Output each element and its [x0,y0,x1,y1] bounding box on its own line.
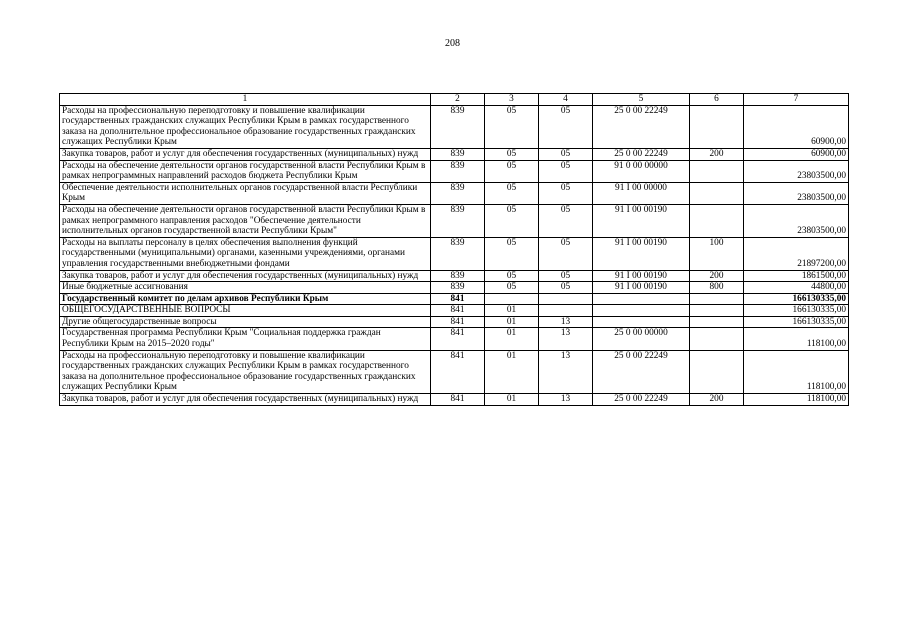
section-code-cell: 05 [485,105,539,148]
target-item-cell: 91 I 00 00190 [593,282,690,294]
section-code-cell: 05 [485,237,539,270]
expense-type-cell: 200 [690,394,744,406]
table-row [60,328,849,350]
amount-cell: 166130335,00 [744,316,849,328]
expense-name-cell: Расходы на обеспечение деятельности органов государственной власти Республики Крым в рамках непрограммных направлений расходов бюджета Республики Крым [60,160,431,182]
table-row [60,270,849,282]
expense-type-cell [690,316,744,328]
subsection-code-cell: 05 [539,270,593,282]
amount-cell: 23803500,00 [744,182,849,204]
expense-type-cell: 200 [690,270,744,282]
subsection-code-cell: 05 [539,282,593,294]
subsection-code-cell: 13 [539,328,593,350]
expense-name-cell: Расходы на обеспечение деятельности органов государственной власти Республики Крым в рамках непрограммного направления расходов "Обеспечение деятельности исполнительных органов государственной власти Республики Крым" [60,204,431,237]
table-row [60,237,849,270]
amount-cell: 118100,00 [744,328,849,350]
department-code-cell: 839 [431,160,485,182]
section-code-cell: 05 [485,182,539,204]
department-code-cell: 841 [431,350,485,393]
table-row [60,105,849,148]
table-row [60,316,849,328]
expense-name-cell: Закупка товаров, работ и услуг для обеспечения государственных (муниципальных) нужд [60,394,431,406]
department-code-cell: 839 [431,182,485,204]
page-number: 208 [445,38,460,49]
section-code-cell: 01 [485,350,539,393]
section-code-cell [485,293,539,305]
target-item-cell [593,305,690,317]
expense-type-cell [690,105,744,148]
department-code-cell: 839 [431,237,485,270]
section-code-cell: 05 [485,148,539,160]
table-row [60,148,849,160]
section-code-cell: 01 [485,328,539,350]
expense-type-cell [690,204,744,237]
department-code-cell: 841 [431,293,485,305]
budget-table [59,93,849,406]
expense-type-cell [690,160,744,182]
department-code-cell: 841 [431,328,485,350]
subsection-code-cell: 13 [539,350,593,393]
subsection-code-cell [539,305,593,317]
header-cell-4: 4 [539,94,593,106]
table-row [60,305,849,317]
target-item-cell: 91 I 00 00000 [593,182,690,204]
subsection-code-cell: 05 [539,204,593,237]
expense-name-cell: Другие общегосударственные вопросы [60,316,431,328]
header-cell-6: 6 [690,94,744,106]
table-row [60,350,849,393]
department-code-cell: 839 [431,105,485,148]
target-item-cell: 91 I 00 00190 [593,237,690,270]
section-code-cell: 05 [485,270,539,282]
expense-name-cell: Закупка товаров, работ и услуг для обеспечения государственных (муниципальных) нужд [60,270,431,282]
target-item-cell: 91 I 00 00190 [593,270,690,282]
expense-name-cell: Обеспечение деятельности исполнительных органов государственной власти Республики Крым [60,182,431,204]
table-row [60,293,849,305]
subsection-code-cell: 13 [539,316,593,328]
table-body [60,94,849,406]
expense-name-cell: Расходы на профессиональную переподготовку и повышение квалификации государственных гражданских служащих Республики Крым в рамках государственного заказа на дополнительное профессиональное образование государственных гражданских служащих Республики Крым [60,105,431,148]
expense-type-cell: 100 [690,237,744,270]
subsection-code-cell: 13 [539,394,593,406]
department-code-cell: 841 [431,394,485,406]
amount-cell: 166130335,00 [744,293,849,305]
department-code-cell: 841 [431,305,485,317]
target-item-cell [593,293,690,305]
section-code-cell: 01 [485,305,539,317]
expense-name-cell: Государственная программа Республики Крым "Социальная поддержка граждан Республики Крым на 2015–2020 годы" [60,328,431,350]
amount-cell: 118100,00 [744,350,849,393]
expense-type-cell [690,328,744,350]
expense-name-cell: Закупка товаров, работ и услуг для обеспечения государственных (муниципальных) нужд [60,148,431,160]
header-cell-1: 1 [60,94,431,106]
section-code-cell: 05 [485,282,539,294]
header-cell-5: 5 [593,94,690,106]
target-item-cell: 25 0 00 22249 [593,148,690,160]
target-item-cell: 25 0 00 22249 [593,350,690,393]
subsection-code-cell: 05 [539,182,593,204]
target-item-cell: 91 I 00 00190 [593,204,690,237]
expense-name-cell: Иные бюджетные ассигнования [60,282,431,294]
amount-cell: 118100,00 [744,394,849,406]
amount-cell: 1861500,00 [744,270,849,282]
expense-type-cell: 800 [690,282,744,294]
expense-type-cell [690,293,744,305]
subsection-code-cell: 05 [539,148,593,160]
amount-cell: 23803500,00 [744,204,849,237]
section-code-cell: 05 [485,160,539,182]
expense-type-cell: 200 [690,148,744,160]
table-row [60,160,849,182]
target-item-cell: 25 0 00 00000 [593,328,690,350]
expense-name-cell: Расходы на профессиональную переподготовку и повышение квалификации государственных гражданских служащих Республики Крым в рамках государственного заказа на дополнительное профессиональное образование государственных гражданских служащих Республики Крым [60,350,431,393]
department-code-cell: 839 [431,204,485,237]
amount-cell: 23803500,00 [744,160,849,182]
header-cell-7: 7 [744,94,849,106]
table-row [60,182,849,204]
amount-cell: 21897200,00 [744,237,849,270]
table-row [60,394,849,406]
table-header-row [60,94,849,106]
target-item-cell [593,316,690,328]
target-item-cell: 25 0 00 22249 [593,105,690,148]
department-code-cell: 839 [431,282,485,294]
department-code-cell: 839 [431,148,485,160]
expense-name-cell: ОБЩЕГОСУДАРСТВЕННЫЕ ВОПРОСЫ [60,305,431,317]
amount-cell: 166130335,00 [744,305,849,317]
expense-type-cell [690,350,744,393]
header-cell-3: 3 [485,94,539,106]
amount-cell: 60900,00 [744,148,849,160]
table-row [60,204,849,237]
subsection-code-cell: 05 [539,160,593,182]
subsection-code-cell: 05 [539,237,593,270]
expense-name-cell: Государственный комитет по делам архивов Республики Крым [60,293,431,305]
expense-type-cell [690,182,744,204]
subsection-code-cell [539,293,593,305]
table-row [60,282,849,294]
section-code-cell: 05 [485,204,539,237]
department-code-cell: 841 [431,316,485,328]
amount-cell: 44800,00 [744,282,849,294]
section-code-cell: 01 [485,316,539,328]
expense-type-cell [690,305,744,317]
department-code-cell: 839 [431,270,485,282]
target-item-cell: 25 0 00 22249 [593,394,690,406]
header-cell-2: 2 [431,94,485,106]
section-code-cell: 01 [485,394,539,406]
expense-name-cell: Расходы на выплаты персоналу в целях обеспечения выполнения функций государственными (муниципальными) органами, казенными учреждениями, органами управления государственными внебюджетными фондами [60,237,431,270]
subsection-code-cell: 05 [539,105,593,148]
amount-cell: 60900,00 [744,105,849,148]
target-item-cell: 91 0 00 00000 [593,160,690,182]
